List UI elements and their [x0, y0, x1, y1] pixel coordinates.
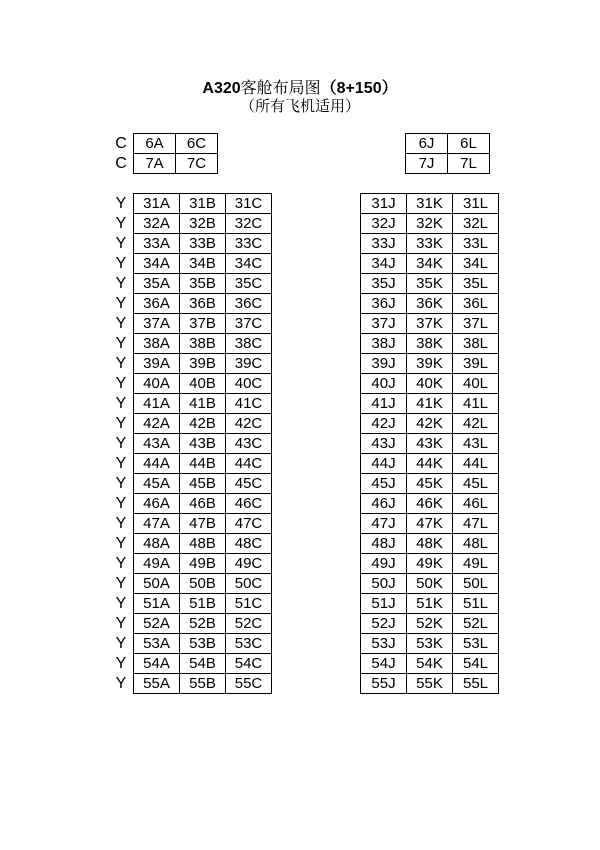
seat-row [134, 674, 272, 694]
seat-cell: 33L [453, 234, 499, 254]
seat-cell: 53C [226, 634, 272, 654]
title-main: 客舱布局图 [240, 78, 321, 97]
seat-cell: 41C [226, 394, 272, 414]
seat-cell: 36A [134, 294, 180, 314]
seat-cell: 49L [453, 554, 499, 574]
seat-cell: 6A [134, 134, 176, 154]
class-label: Y [115, 315, 127, 332]
seat-row [134, 194, 272, 214]
seat-row [134, 614, 272, 634]
title-code: A320 [202, 80, 241, 97]
seat-cell: 51K [407, 594, 453, 614]
seat-row [134, 514, 272, 534]
seat-row [361, 374, 499, 394]
seat-cell: 49K [407, 554, 453, 574]
seat-cell: 55B [180, 674, 226, 694]
seat-cell: 32L [453, 214, 499, 234]
class-label: Y [115, 435, 127, 452]
seat-cell: 50J [361, 574, 407, 594]
class-label: Y [115, 275, 127, 292]
class-label: Y [115, 475, 127, 492]
seat-cell: 37C [226, 314, 272, 334]
seat-cell: 39A [134, 354, 180, 374]
seat-cell: 41K [407, 394, 453, 414]
seat-cell: 31K [407, 194, 453, 214]
seat-row [406, 134, 490, 154]
seat-cell: 34A [134, 254, 180, 274]
seat-cell: 31A [134, 194, 180, 214]
seat-row [361, 494, 499, 514]
seat-cell: 39C [226, 354, 272, 374]
seat-cell: 32C [226, 214, 272, 234]
class-label: Y [115, 235, 127, 252]
seat-cell: 46A [134, 494, 180, 514]
seat-cell: 51C [226, 594, 272, 614]
seat-cell: 48A [134, 534, 180, 554]
seat-row [134, 574, 272, 594]
seat-cell: 32B [180, 214, 226, 234]
class-label: Y [115, 615, 127, 632]
class-label: Y [115, 495, 127, 512]
seat-cell: 38B [180, 334, 226, 354]
class-label: Y [115, 395, 127, 412]
seat-cell: 7A [134, 154, 176, 174]
seat-cell: 43C [226, 434, 272, 454]
seat-row [361, 534, 499, 554]
seat-cell: 39L [453, 354, 499, 374]
seat-cell: 52B [180, 614, 226, 634]
seat-cell: 47A [134, 514, 180, 534]
seat-cell: 7L [448, 154, 490, 174]
seat-cell: 44K [407, 454, 453, 474]
class-label: Y [115, 415, 127, 432]
seat-row [361, 514, 499, 534]
seat-row [361, 474, 499, 494]
seat-cell: 50K [407, 574, 453, 594]
seat-cell: 39J [361, 354, 407, 374]
seat-row [361, 414, 499, 434]
seat-cell: 51L [453, 594, 499, 614]
seat-cell: 36J [361, 294, 407, 314]
seat-cell: 40B [180, 374, 226, 394]
seat-cell: 44B [180, 454, 226, 474]
seat-cell: 33B [180, 234, 226, 254]
seat-row [134, 354, 272, 374]
seat-cell: 38C [226, 334, 272, 354]
seat-cell: 37B [180, 314, 226, 334]
seat-cell: 41B [180, 394, 226, 414]
left-business-seat-block [133, 133, 218, 174]
class-label: Y [115, 515, 127, 532]
seat-cell: 33C [226, 234, 272, 254]
seat-cell: 53K [407, 634, 453, 654]
seat-cell: 40C [226, 374, 272, 394]
seat-row [361, 574, 499, 594]
seat-cell: 55J [361, 674, 407, 694]
seat-cell: 54J [361, 654, 407, 674]
seat-cell: 35B [180, 274, 226, 294]
class-label: Y [115, 375, 127, 392]
seat-cell: 33A [134, 234, 180, 254]
seat-cell: 36B [180, 294, 226, 314]
seat-cell: 35J [361, 274, 407, 294]
seat-row [361, 334, 499, 354]
seat-row [134, 394, 272, 414]
seat-cell: 43J [361, 434, 407, 454]
seat-cell: 31B [180, 194, 226, 214]
seat-cell: 42C [226, 414, 272, 434]
seat-cell: 51J [361, 594, 407, 614]
seat-cell: 48C [226, 534, 272, 554]
seat-row [361, 674, 499, 694]
seat-row [361, 214, 499, 234]
seat-row [134, 314, 272, 334]
seat-cell: 50B [180, 574, 226, 594]
class-label: C [115, 155, 127, 172]
seat-cell: 47C [226, 514, 272, 534]
seat-cell: 48J [361, 534, 407, 554]
seat-cell: 35C [226, 274, 272, 294]
seat-row [134, 654, 272, 674]
class-label: Y [115, 255, 127, 272]
seat-cell: 52J [361, 614, 407, 634]
seat-row [361, 394, 499, 414]
seat-cell: 49J [361, 554, 407, 574]
seat-row [361, 274, 499, 294]
seat-cell: 39B [180, 354, 226, 374]
seat-cell: 43L [453, 434, 499, 454]
seat-cell: 37A [134, 314, 180, 334]
seat-cell: 37J [361, 314, 407, 334]
seat-cell: 50L [453, 574, 499, 594]
class-label: Y [115, 635, 127, 652]
seat-cell: 32J [361, 214, 407, 234]
seat-cell: 38J [361, 334, 407, 354]
seat-cell: 46C [226, 494, 272, 514]
seat-cell: 42J [361, 414, 407, 434]
seat-cell: 45C [226, 474, 272, 494]
seat-cell: 37K [407, 314, 453, 334]
seat-cell: 47J [361, 514, 407, 534]
seat-row [134, 334, 272, 354]
seat-cell: 33K [407, 234, 453, 254]
seat-cell: 45K [407, 474, 453, 494]
class-label: Y [115, 295, 127, 312]
right-economy-seat-block [360, 193, 499, 694]
seat-cell: 54A [134, 654, 180, 674]
seat-cell: 6C [176, 134, 218, 154]
seat-row [134, 534, 272, 554]
seat-cell: 52C [226, 614, 272, 634]
class-label: Y [115, 355, 127, 372]
class-label: Y [115, 575, 127, 592]
seat-cell: 40L [453, 374, 499, 394]
seat-row [134, 254, 272, 274]
seat-row [361, 614, 499, 634]
seat-cell: 35L [453, 274, 499, 294]
seat-cell: 54B [180, 654, 226, 674]
seat-row [134, 454, 272, 474]
seat-cell: 49C [226, 554, 272, 574]
seat-cell: 52K [407, 614, 453, 634]
seat-row [134, 154, 218, 174]
seat-cell: 43K [407, 434, 453, 454]
seat-cell: 49A [134, 554, 180, 574]
seat-row [361, 354, 499, 374]
seat-row [361, 194, 499, 214]
seat-cell: 31L [453, 194, 499, 214]
seat-row [134, 274, 272, 294]
seat-cell: 51A [134, 594, 180, 614]
seat-cell: 50A [134, 574, 180, 594]
seat-cell: 43A [134, 434, 180, 454]
seat-cell: 44L [453, 454, 499, 474]
seat-row [361, 454, 499, 474]
seat-cell: 47L [453, 514, 499, 534]
seat-cell: 46L [453, 494, 499, 514]
seat-cell: 36C [226, 294, 272, 314]
seat-row [361, 234, 499, 254]
class-label: Y [115, 215, 127, 232]
seat-cell: 54K [407, 654, 453, 674]
seat-cell: 55K [407, 674, 453, 694]
seat-cell: 43B [180, 434, 226, 454]
seat-cell: 40J [361, 374, 407, 394]
seat-row [134, 594, 272, 614]
seat-cell: 41L [453, 394, 499, 414]
seat-row [361, 294, 499, 314]
seat-cell: 55C [226, 674, 272, 694]
class-label: Y [115, 535, 127, 552]
seat-row [361, 254, 499, 274]
seat-cell: 6J [406, 134, 448, 154]
seat-cell: 52L [453, 614, 499, 634]
page-subtitle: （所有飞机适用） [239, 97, 360, 115]
seat-cell: 53B [180, 634, 226, 654]
seat-cell: 32K [407, 214, 453, 234]
seat-row [361, 634, 499, 654]
seat-cell: 35K [407, 274, 453, 294]
seat-cell: 48B [180, 534, 226, 554]
seat-row [134, 494, 272, 514]
seat-cell: 42L [453, 414, 499, 434]
class-label: Y [115, 655, 127, 672]
seat-cell: 42K [407, 414, 453, 434]
seat-cell: 34J [361, 254, 407, 274]
seat-cell: 38K [407, 334, 453, 354]
seat-cell: 49B [180, 554, 226, 574]
seat-cell: 45J [361, 474, 407, 494]
seat-cell: 6L [448, 134, 490, 154]
seat-cell: 52A [134, 614, 180, 634]
seat-cell: 44J [361, 454, 407, 474]
class-label: Y [115, 455, 127, 472]
seat-row [361, 594, 499, 614]
seat-row [134, 634, 272, 654]
seat-cell: 36K [407, 294, 453, 314]
seat-cell: 45L [453, 474, 499, 494]
seat-cell: 42A [134, 414, 180, 434]
seat-row [361, 654, 499, 674]
class-label: C [115, 135, 127, 152]
seat-cell: 48L [453, 534, 499, 554]
seat-cell: 51B [180, 594, 226, 614]
seat-row [134, 414, 272, 434]
seat-cell: 34C [226, 254, 272, 274]
class-label: Y [115, 675, 127, 692]
seat-cell: 46K [407, 494, 453, 514]
seat-row [406, 154, 490, 174]
class-label: Y [115, 335, 127, 352]
seat-cell: 7C [176, 154, 218, 174]
seat-cell: 40K [407, 374, 453, 394]
seat-row [361, 554, 499, 574]
seat-cell: 39K [407, 354, 453, 374]
seat-cell: 41A [134, 394, 180, 414]
seat-cell: 45A [134, 474, 180, 494]
seat-cell: 37L [453, 314, 499, 334]
title-config: （8+150） [320, 80, 398, 97]
right-business-seat-block [405, 133, 490, 174]
seat-cell: 54C [226, 654, 272, 674]
seat-cell: 38L [453, 334, 499, 354]
seat-row [361, 314, 499, 334]
seat-cell: 48K [407, 534, 453, 554]
seat-cell: 42B [180, 414, 226, 434]
seat-cell: 54L [453, 654, 499, 674]
left-economy-seat-block [133, 193, 272, 694]
class-label: Y [115, 595, 127, 612]
seat-row [361, 434, 499, 454]
class-label: Y [115, 555, 127, 572]
seat-row [134, 554, 272, 574]
seat-cell: 40A [134, 374, 180, 394]
seat-row [134, 134, 218, 154]
seat-cell: 31J [361, 194, 407, 214]
seat-cell: 31C [226, 194, 272, 214]
seat-cell: 44A [134, 454, 180, 474]
seat-row [134, 374, 272, 394]
seat-row [134, 214, 272, 234]
seat-cell: 50C [226, 574, 272, 594]
seat-cell: 53L [453, 634, 499, 654]
seat-cell: 53J [361, 634, 407, 654]
seat-cell: 41J [361, 394, 407, 414]
seat-cell: 7J [406, 154, 448, 174]
seat-row [134, 434, 272, 454]
seat-cell: 46J [361, 494, 407, 514]
seat-cell: 53A [134, 634, 180, 654]
seat-cell: 55L [453, 674, 499, 694]
seat-cell: 47K [407, 514, 453, 534]
seat-cell: 45B [180, 474, 226, 494]
seat-cell: 34L [453, 254, 499, 274]
seat-cell: 44C [226, 454, 272, 474]
seat-row [134, 234, 272, 254]
seat-cell: 47B [180, 514, 226, 534]
seat-cell: 36L [453, 294, 499, 314]
seat-cell: 33J [361, 234, 407, 254]
seat-cell: 38A [134, 334, 180, 354]
seat-row [134, 474, 272, 494]
seat-row [134, 294, 272, 314]
seat-cell: 34B [180, 254, 226, 274]
seat-cell: 55A [134, 674, 180, 694]
seat-cell: 34K [407, 254, 453, 274]
seat-cell: 32A [134, 214, 180, 234]
seat-cell: 46B [180, 494, 226, 514]
class-label: Y [115, 195, 127, 212]
seat-cell: 35A [134, 274, 180, 294]
